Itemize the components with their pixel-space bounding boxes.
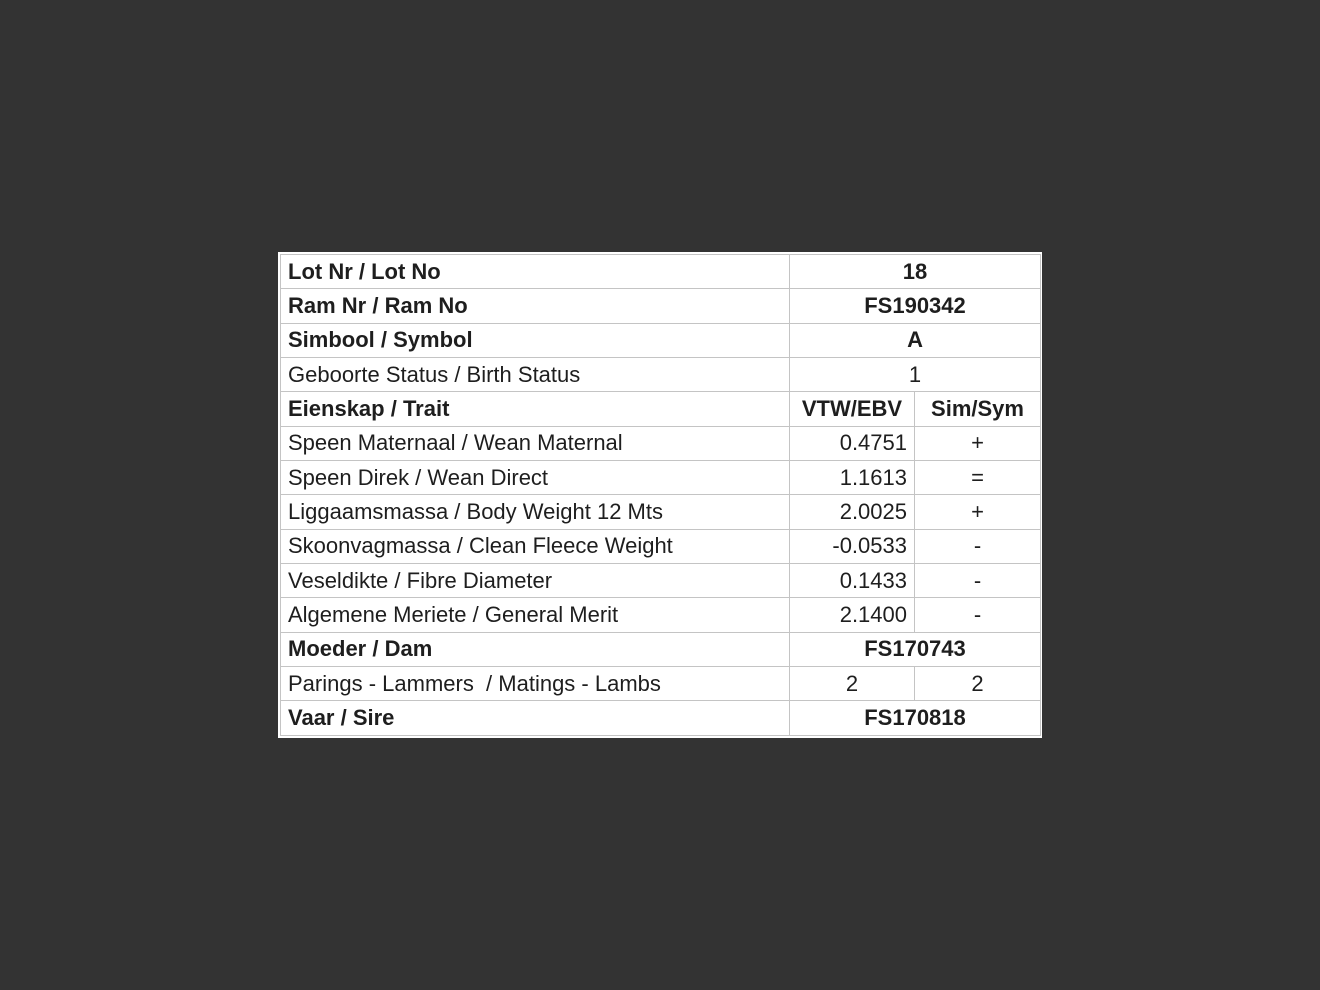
birth-status-row — [281, 358, 1041, 392]
table-row — [281, 461, 1041, 495]
sire-row — [281, 701, 1041, 736]
table-row — [281, 564, 1041, 598]
lot-value: 18 — [790, 255, 1041, 289]
trait-ebv: 1.1613 — [790, 461, 915, 495]
trait-sym: + — [915, 426, 1041, 460]
lot-row — [281, 255, 1041, 289]
ram-info-table — [280, 254, 1041, 736]
trait-header-label: Eienskap / Trait — [281, 392, 790, 426]
trait-sym: + — [915, 495, 1041, 529]
trait-ebv: -0.0533 — [790, 529, 915, 563]
table-row — [281, 598, 1041, 632]
dam-row — [281, 632, 1041, 666]
trait-label: Speen Direk / Wean Direct — [281, 461, 790, 495]
trait-label: Algemene Meriete / General Merit — [281, 598, 790, 632]
trait-sym: = — [915, 461, 1041, 495]
trait-sym: - — [915, 529, 1041, 563]
trait-sym: - — [915, 598, 1041, 632]
dam-value: FS170743 — [790, 632, 1041, 666]
symbol-value: A — [790, 323, 1041, 357]
lambs-count: 2 — [915, 667, 1041, 701]
symbol-row — [281, 323, 1041, 357]
trait-header-row — [281, 392, 1041, 426]
sire-label: Vaar / Sire — [281, 701, 790, 736]
trait-ebv: 2.1400 — [790, 598, 915, 632]
table-row — [281, 529, 1041, 563]
trait-sym: - — [915, 564, 1041, 598]
trait-label: Skoonvagmassa / Clean Fleece Weight — [281, 529, 790, 563]
trait-ebv: 0.1433 — [790, 564, 915, 598]
ebv-column-header: VTW/EBV — [790, 392, 915, 426]
matings-count: 2 — [790, 667, 915, 701]
ram-info-card — [278, 252, 1042, 738]
trait-label: Liggaamsmassa / Body Weight 12 Mts — [281, 495, 790, 529]
ram-label: Ram Nr / Ram No — [281, 289, 790, 323]
sym-column-header: Sim/Sym — [915, 392, 1041, 426]
table-row — [281, 426, 1041, 460]
trait-label: Veseldikte / Fibre Diameter — [281, 564, 790, 598]
matings-label: Parings - Lammers / Matings - Lambs — [281, 667, 790, 701]
matings-row — [281, 667, 1041, 701]
ram-value: FS190342 — [790, 289, 1041, 323]
ram-row — [281, 289, 1041, 323]
trait-ebv: 0.4751 — [790, 426, 915, 460]
birth-status-label: Geboorte Status / Birth Status — [281, 358, 790, 392]
trait-ebv: 2.0025 — [790, 495, 915, 529]
dam-label: Moeder / Dam — [281, 632, 790, 666]
birth-status-value: 1 — [790, 358, 1041, 392]
lot-label: Lot Nr / Lot No — [281, 255, 790, 289]
table-row — [281, 495, 1041, 529]
trait-label: Speen Maternaal / Wean Maternal — [281, 426, 790, 460]
symbol-label: Simbool / Symbol — [281, 323, 790, 357]
sire-value: FS170818 — [790, 701, 1041, 736]
